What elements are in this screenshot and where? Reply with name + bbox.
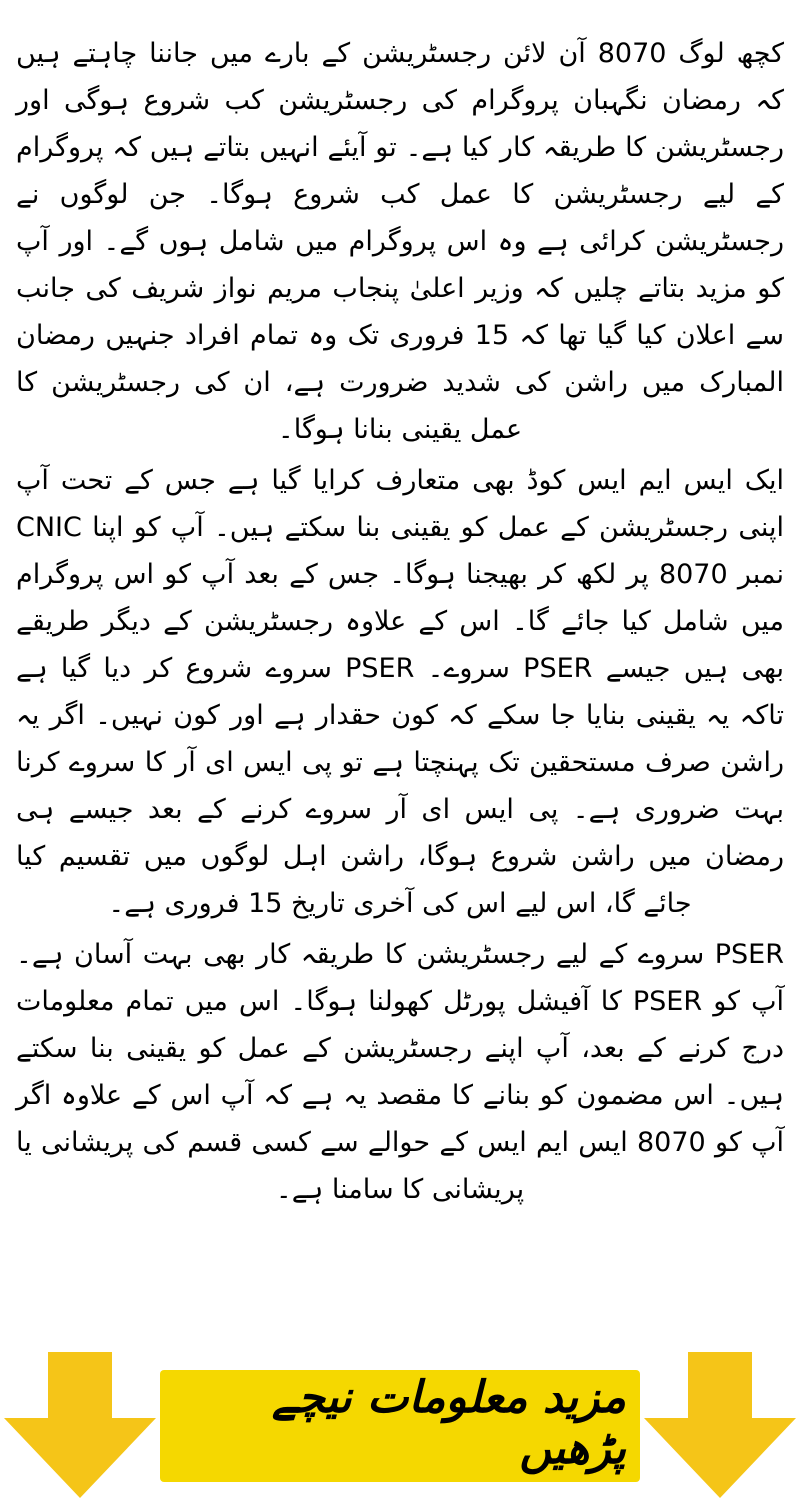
down-arrow-icon <box>0 1352 160 1500</box>
down-arrow-icon <box>640 1352 800 1500</box>
article-paragraph-2: ایک ایس ایم ایس کوڈ بھی متعارف کرایا گیا ہے جس کے تحت آپ اپنی رجسٹریشن کے عمل کو یقینی بنا سکتے ہیں۔ آپ کو اپنا CNIC نمبر 8070 پر لکھ کر بھیجنا ہوگا۔ جس کے بعد آپ کو اس پروگرام میں شامل کیا جائے گا۔ اس کے علاوہ رجسٹریشن کے دیگر طریقے بھی ہیں جیسے PSER سروے۔ PSER سروے شروع کر دیا گیا ہے تاکہ یہ یقینی بنایا جا سکے کہ کون حقدار ہے اور کون نہیں۔ اگر یہ راشن صرف مستحقین تک پہنچتا ہے تو پی ایس ای آر کا سروے کرنا بہت ضروری ہے۔ پی ایس ای آر سروے کرنے کے بعد جیسے ہی رمضان میں راشن شروع ہوگا، راشن اہل لوگوں میں تقسیم کیا جائے گا، اس لیے اس کی آخری تاریخ 15 فروری ہے۔ <box>16 465 784 919</box>
read-more-label[interactable]: مزید معلومات نیچے پڑھیں <box>160 1370 640 1482</box>
article-paragraph-1: کچھ لوگ 8070 آن لائن رجسٹریشن کے بارے میں جاننا چاہتے ہیں کہ رمضان نگہبان پروگرام کی رجسٹریشن کب شروع ہوگی اور رجسٹریشن کا طریقہ کار کیا ہے۔ تو آیئے انہیں بتاتے ہیں کہ پروگرام کے لیے رجسٹریشن کا عمل کب شروع ہوگا۔ جن لوگوں نے رجسٹریشن کرائی ہے وہ اس پروگرام میں شامل ہوں گے۔ اور آپ کو مزید بتاتے چلیں کہ وزیر اعلیٰ پنجاب مریم نواز شریف کی جانب سے اعلان کیا گیا تھا کہ 15 فروری تک وہ تمام افراد جنہیں رمضان المبارک میں راشن کی شدید ضرورت ہے، ان کی رجسٹریشن کا عمل یقینی بنانا ہوگا۔ <box>16 38 784 445</box>
article-paragraph-3: PSER سروے کے لیے رجسٹریشن کا طریقہ کار بھی بہت آسان ہے۔ آپ کو PSER کا آفیشل پورٹل کھولنا ہوگا۔ اس میں تمام معلومات درج کرنے کے بعد، آپ اپنے رجسٹریشن کے عمل کو یقینی بنا سکتے ہیں۔ اس مضمون کو بنانے کا مقصد یہ ہے کہ آپ اس کے علاوہ اگر آپ کو 8070 ایس ایم ایس کے حوالے سے کسی قسم کی پریشانی یا پریشانی کا سامنا ہے۔ <box>16 939 784 1205</box>
read-more-label-container[interactable] <box>160 1372 640 1474</box>
article-body <box>16 30 784 1213</box>
read-more-banner[interactable] <box>0 1352 800 1500</box>
